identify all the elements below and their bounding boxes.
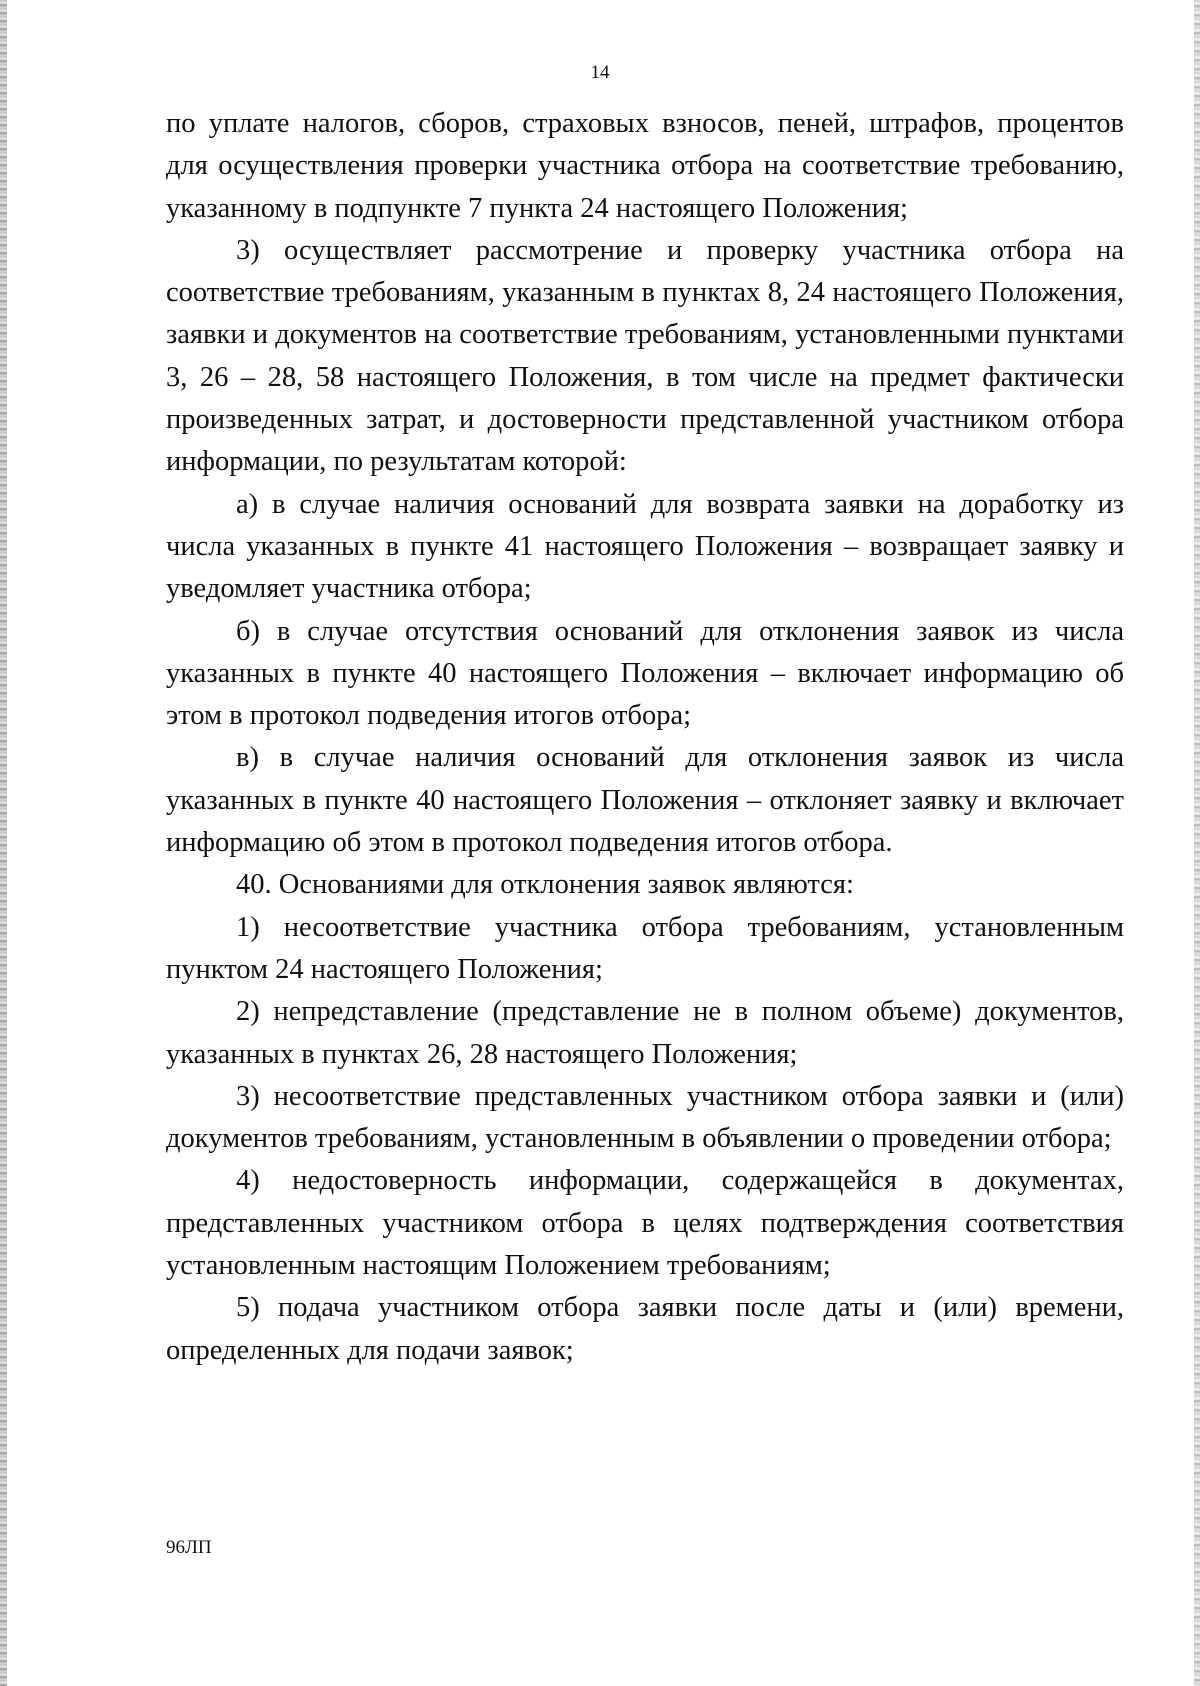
scan-edge-left	[0, 0, 7, 1686]
paragraph-reason-5: 5) подача участником отбора заявки после даты и (или) времени, определенных для подачи заявок;	[166, 1292, 1124, 1366]
paragraph-item-3: 3) осуществляет рассмотрение и проверку участника отбора на соответствие требованиям, указанным в пунктах 8, 24 настоящего Положения, заявки и документов на соответствие требованиям, установленными пунктами 3, 26 – 28, 58 настоящего Положения, в том числе на предмет фактически произведенных затрат, и достоверности представленной участником отбора информации, по результатам которой:	[166, 234, 1124, 478]
document-code: 96ЛП	[166, 1537, 212, 1558]
paragraph-continuation: по уплате налогов, сборов, страховых взносов, пеней, штрафов, процентов для осуществления проверки участника отбора на соответствие требованию, указанному в подпункте 7 пункта 24 настоящего Положения;	[166, 108, 1124, 224]
paragraph-subitem-v: в) в случае наличия оснований для отклонения заявок из числа указанных в пункте 40 настоящего Положения – отклоняет заявку и включает информацию об этом в протокол подведения итогов отбора.	[166, 742, 1124, 859]
paragraph-subitem-b: б) в случае отсутствия оснований для отклонения заявок из числа указанных в пункте 40 настоящего Положения – включает информацию об этом в протокол подведения итогов отбора;	[166, 615, 1124, 732]
paragraph-reason-4: 4) недостоверность информации, содержащейся в документах, представленных участником отбора в целях подтверждения соответствия установленным настоящим Положением требованиям;	[166, 1165, 1124, 1282]
page-number: 14	[590, 62, 610, 83]
document-body	[166, 103, 1124, 1372]
paragraph-reason-2: 2) непредставление (представление не в полном объеме) документов, указанных в пунктах 26, 28 настоящего Положения;	[166, 996, 1124, 1070]
paragraph-clause-40: 40. Основаниями для отклонения заявок являются:	[236, 869, 854, 901]
paragraph-reason-3: 3) несоответствие представленных участником отбора заявки и (или) документов требованиям, установленным в объявлении о проведении отбора;	[166, 1080, 1124, 1155]
paragraph-subitem-a: а) в случае наличия оснований для возврата заявки на доработку из числа указанных в пункте 41 настоящего Положения – возвращает заявку и уведомляет участника отбора;	[166, 488, 1124, 605]
scan-edge-right	[1194, 0, 1200, 1686]
paragraph-reason-1: 1) несоответствие участника отбора требованиям, установленным пунктом 24 настоящего Положения;	[166, 911, 1124, 985]
